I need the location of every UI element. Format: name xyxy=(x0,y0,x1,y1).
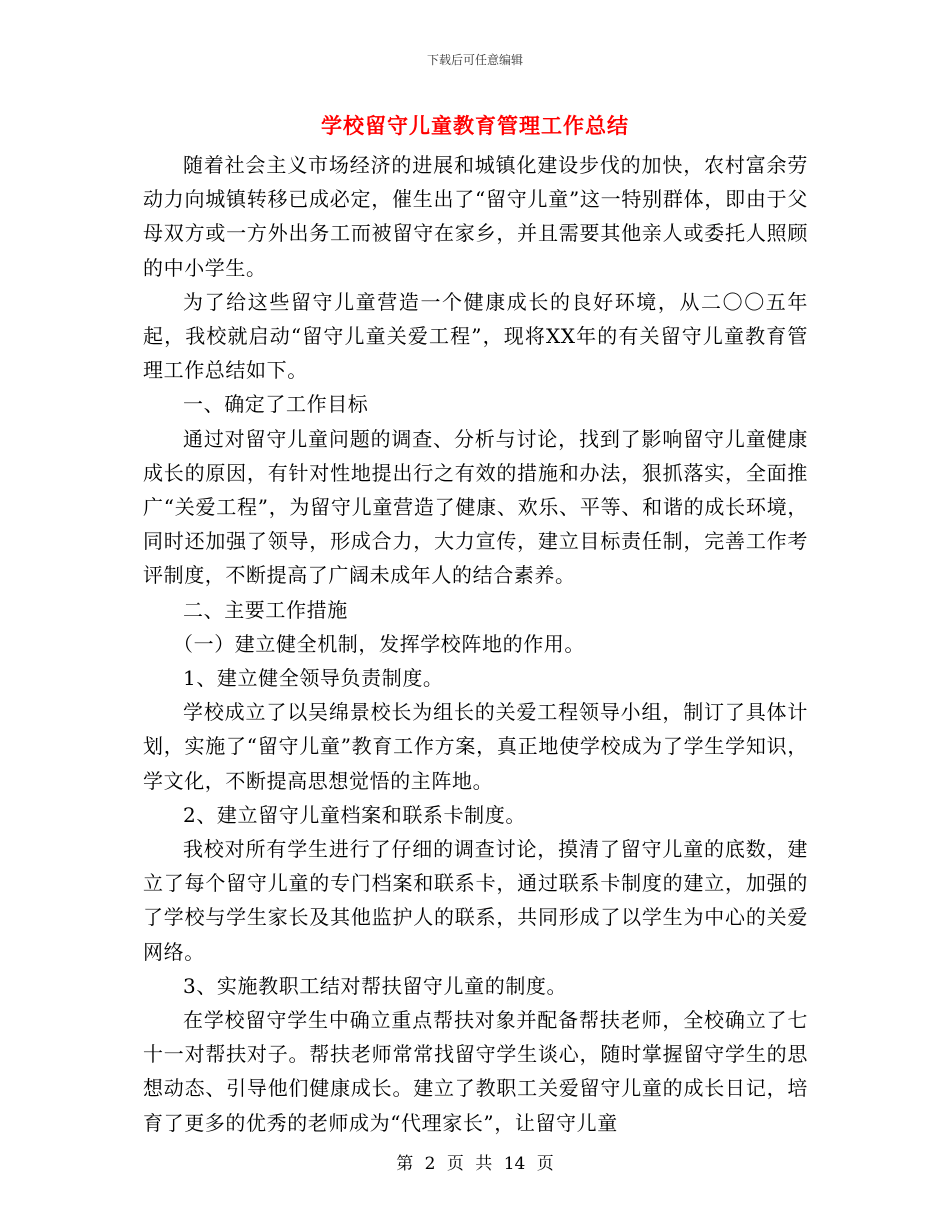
section-heading: 一、确定了工作目标 xyxy=(183,392,369,417)
document-title: 学校留守儿童教育管理工作总结 xyxy=(321,114,629,138)
section-heading: 二、主要工作措施 xyxy=(183,597,348,622)
item-heading: 3、实施教职工结对帮扶留守儿童的制度。 xyxy=(183,973,568,998)
paragraph: 在学校留守学生中确立重点帮扶对象并配备帮扶老师，全校确立了七十一对帮扶对子。帮扶老师常常找留守学生谈心，随时掌握留守学生的思想动态、引导他们健康成长。建立了教职工关爱留守儿童的成长日记，培育了更多的优秀的老师成为“代理家长”，让留守儿童 xyxy=(143,1008,808,1135)
paragraph: 学校成立了以吴绵景校长为组长的关爱工程领导小组，制订了具体计划，实施了“留守儿童”教育工作方案，真正地使学校成为了学生学知识，学文化，不断提高思想觉悟的主阵地。 xyxy=(143,700,808,793)
paragraph: 我校对所有学生进行了仔细的调查讨论，摸清了留守儿童的底数，建立了每个留守儿童的专门档案和联系卡，通过联系卡制度的建立，加强的了学校与学生家长及其他监护人的联系，共同形成了以学生为中心的关爱网络。 xyxy=(143,837,808,964)
subsection-heading: （一）建立健全机制，发挥学校阵地的作用。 xyxy=(173,631,585,656)
item-heading: 1、建立健全领导负责制度。 xyxy=(183,666,444,691)
page-footer: 第 2 页 共 14 页 xyxy=(396,1154,554,1174)
paragraph: 随着社会主义市场经济的进展和城镇化建设步伐的加快，农村富余劳动力向城镇转移已成必定，催生出了“留守儿童”这一特别群体，即由于父母双方或一方外出务工而被留守在家乡，并且需要其他亲人或委托人照顾的中小学生。 xyxy=(143,153,808,280)
paragraph: 为了给这些留守儿童营造一个健康成长的良好环境，从二〇〇五年起，我校就启动“留守儿童关爱工程”，现将XX年的有关留守儿童教育管理工作总结如下。 xyxy=(143,289,808,383)
item-heading: 2、建立留守儿童档案和联系卡制度。 xyxy=(183,802,526,827)
page-header: 下载后可任意编辑 xyxy=(426,53,523,67)
document-body xyxy=(143,148,808,1140)
paragraph: 通过对留守儿童问题的调查、分析与讨论，找到了影响留守儿童健康成长的原因，有针对性地提出行之有效的措施和办法，狠抓落实，全面推广“关爱工程”，为留守儿童营造了健康、欢乐、平等、和谐的成长环境，同时还加强了领导，形成合力，大力宣传，建立目标责任制，完善工作考评制度，不断提高了广阔未成年人的结合素养。 xyxy=(143,426,808,588)
